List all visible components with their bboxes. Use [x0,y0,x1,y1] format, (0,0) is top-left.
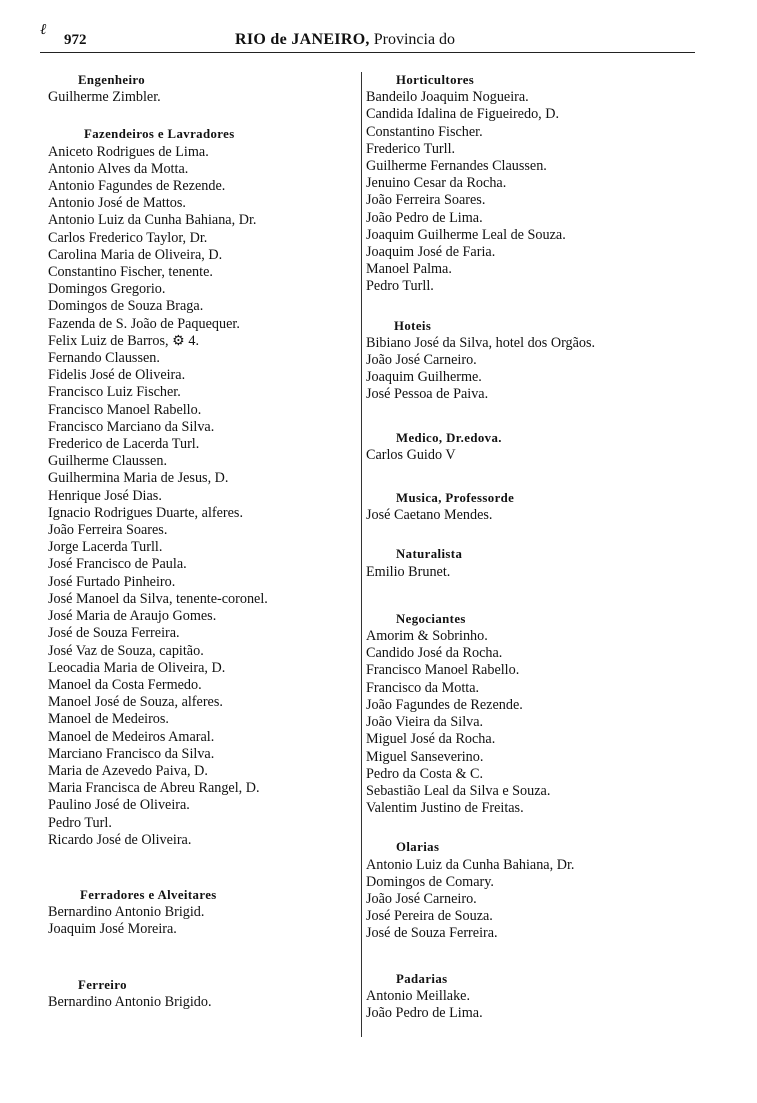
list-item: Leocadia Maria de Oliveira, D. [48,659,226,676]
list-item: José Pessoa de Paiva. [366,386,489,403]
list-item: Guilherme Zimbler. [48,89,161,106]
section [48,126,358,849]
page-header [40,22,700,52]
section [48,72,358,106]
list-item: Ignacio Rodrigues Duarte, alferes. [48,504,244,521]
list-item: Paulino José de Oliveira. [48,797,190,814]
list-item: João Ferreira Soares. [48,522,168,539]
entry-list [48,89,358,106]
list-item: Guilherme Fernandes Claussen. [366,158,547,175]
list-item: Domingos de Souza Braga. [48,298,204,315]
list-item: Valentim Justino de Freitas. [366,800,524,817]
list-item: Emilio Brunet. [366,563,451,580]
list-item: José Pereira de Souza. [366,908,493,925]
list-item: João José Carneiro. [366,890,477,907]
list-item: Guilherme Claussen. [48,453,167,470]
list-item: Antonio Luiz da Cunha Bahiana, Dr. [366,856,575,873]
list-item: Jenuino Cesar da Rocha. [366,175,507,192]
list-item: Sebastião Leal da Silva e Souza. [366,782,551,799]
list-item: Antonio Alves da Motta. [48,160,189,177]
section [48,977,358,1011]
column-divider [361,72,362,1037]
list-item: Joaquim José Moreira. [48,921,177,938]
list-item: Miguel Sanseverino. [366,748,484,765]
section [48,887,358,939]
page-mark: ℓ [40,22,47,38]
section [366,611,696,817]
section-title: Horticultores [396,73,475,87]
section-title: Ferradores e Alveitares [80,887,217,902]
list-item: Manoel de Medeiros. [48,711,169,728]
list-item: Pedro da Costa & C. [366,765,484,782]
list-item: Francisco Manoel Rabello. [366,662,520,679]
entry-list [48,144,358,849]
list-item: José Manoel da Silva, tenente-coronel. [48,590,268,607]
list-item: José de Souza Ferreira. [48,625,180,642]
header-rule [40,52,695,53]
section-title: Naturalista [396,547,463,562]
section-title: Ferreiro [78,977,127,992]
list-item: Joaquim Guilherme. [366,369,482,386]
list-item: Joaquim José de Faria. [366,244,496,261]
list-item: Henrique José Dias. [48,487,162,504]
list-item: José de Souza Ferreira. [366,925,498,942]
list-item: Pedro Turl. [48,814,112,831]
list-item: Felix Luiz de Barros, ⚙ 4. [48,332,200,349]
entry-list [48,904,358,938]
list-item: Manoel José de Souza, alferes. [48,694,223,711]
list-item: Joaquim Guilherme Leal de Souza. [366,226,566,243]
section [366,839,696,942]
entry-list [366,507,696,524]
list-item: Marciano Francisco da Silva. [48,745,215,762]
list-item: Manoel Palma. [366,261,452,278]
list-item: Candido José da Rocha. [366,645,503,662]
section-title: Musica, Professorde [396,491,515,506]
list-item: João Fagundes de Rezende. [366,696,523,713]
entry-list [366,857,696,943]
section [366,430,696,464]
section-title: Medico, Dr.edova. [396,430,502,445]
entry-list [366,447,696,464]
list-item: José Vaz de Souza, capitão. [48,642,204,659]
entry-list [366,335,696,404]
list-item: Miguel José da Rocha. [366,731,496,748]
list-item: Frederico Turll. [366,140,456,157]
list-item: Manoel da Costa Fermedo. [48,676,202,693]
section [366,490,696,524]
list-item: Carolina Maria de Oliveira, D. [48,246,223,263]
section [366,318,696,404]
list-item: Antonio Fagundes de Rezende. [48,178,226,195]
left-column [48,72,358,1011]
list-item: Francisco Marciano da Silva. [48,418,215,435]
list-item: Ricardo José de Oliveira. [48,831,192,848]
list-item: José Caetano Mendes. [366,507,493,524]
section-title: Hoteis [394,318,432,333]
list-item: José Maria de Araujo Gomes. [48,608,217,625]
list-item: João Ferreira Soares. [366,192,486,209]
list-item: Carlos Frederico Taylor, Dr. [48,229,208,246]
list-item: João José Carneiro. [366,352,477,369]
list-item: Carlos Guido V [366,446,456,463]
list-item: Antonio Luiz da Cunha Bahiana, Dr. [48,212,257,229]
list-item: Bernardino Antonio Brigido. [48,993,212,1010]
list-item: João Pedro de Lima. [366,209,483,226]
list-item: Domingos de Comary. [366,873,494,890]
list-item: Bandeilo Joaquim Nogueira. [366,89,529,106]
entry-list [366,89,696,295]
page-number: 972 [64,32,87,48]
list-item: Fidelis José de Oliveira. [48,367,186,384]
list-item: Fazenda de S. João de Paquequer. [48,315,240,332]
list-item: Pedro Turll. [366,278,434,295]
list-item: Frederico de Lacerda Turl. [48,436,200,453]
section-title: Negociantes [396,611,466,626]
section [366,546,696,580]
section [366,971,696,1023]
list-item: Antonio José de Mattos. [48,195,186,212]
running-title-city: RIO de JANEIRO, [235,31,370,48]
list-item: Guilhermina Maria de Jesus, D. [48,470,229,487]
list-item: João Vieira da Silva. [366,714,484,731]
list-item: Amorim & Sobrinho. [366,628,488,645]
list-item: Francisco Luiz Fischer. [48,384,181,401]
section-title: Olarias [396,840,440,855]
list-item: Francisco da Motta. [366,679,480,696]
list-item: José Francisco de Paula. [48,556,187,573]
list-item: Fernando Claussen. [48,350,160,367]
list-item: Constantino Fischer. [366,123,483,140]
list-item: Domingos Gregorio. [48,281,166,298]
right-column [366,72,696,1022]
running-title-province: Provincia do [373,31,456,48]
entry-list [366,564,696,581]
section-title: Fazendeiros e Lavradores [84,127,235,142]
list-item: José Furtado Pinheiro. [48,573,176,590]
list-item: Manoel de Medeiros Amaral. [48,728,215,745]
list-item: Antonio Meillake. [366,987,471,1004]
section-title: Padarias [396,971,448,986]
entry-list [366,628,696,817]
list-item: Jorge Lacerda Turll. [48,539,163,556]
list-item: Maria Francisca de Abreu Rangel, D. [48,780,260,797]
list-item: Constantino Fischer, tenente. [48,264,213,281]
running-title [235,31,455,49]
section [366,72,696,296]
list-item: Francisco Manoel Rabello. [48,401,202,418]
list-item: Bernardino Antonio Brigid. [48,904,205,921]
section-title: Engenheiro [78,73,146,87]
list-item: Aniceto Rodrigues de Lima. [48,143,209,160]
list-item: João Pedro de Lima. [366,1004,483,1021]
entry-list [48,994,358,1011]
list-item: Bibiano José da Silva, hotel dos Orgãos. [366,334,596,351]
list-item: Candida Idalina de Figueiredo, D. [366,106,560,123]
entry-list [366,988,696,1022]
list-item: Maria de Azevedo Paiva, D. [48,762,208,779]
